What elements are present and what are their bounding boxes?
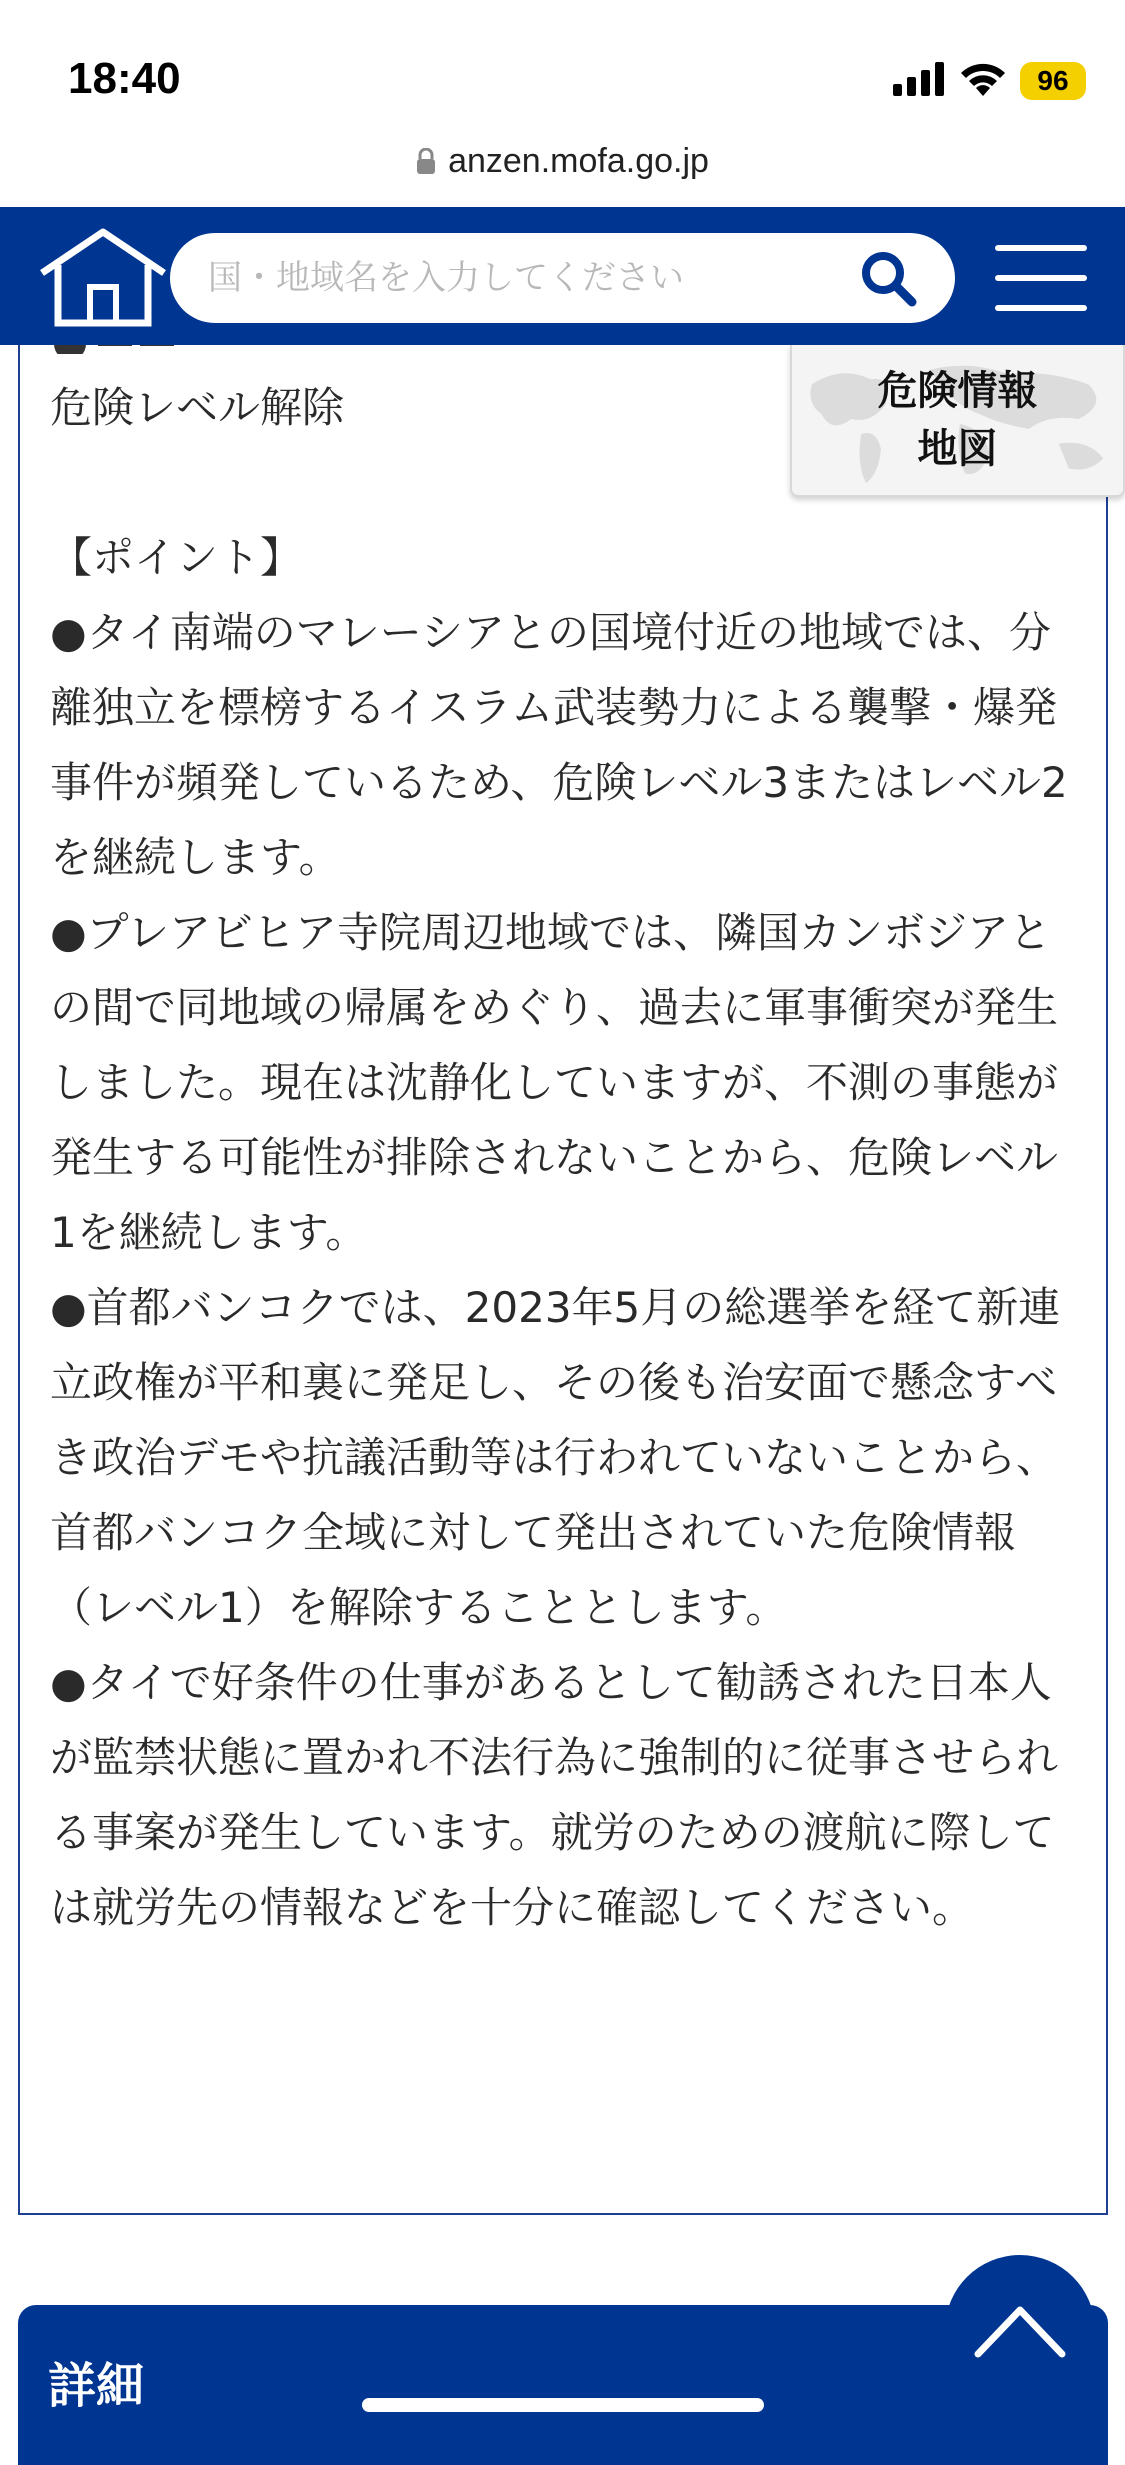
article-body: [50, 370, 1080, 1945]
chevron-up-icon: [972, 2300, 1068, 2360]
status-bar: [0, 0, 1125, 130]
danger-map-label: 危険情報 地図: [877, 368, 1038, 472]
status-time: 18:40: [68, 54, 181, 103]
back-to-top-button[interactable]: [945, 2255, 1095, 2405]
level-lead-text: 危険レベル解除: [50, 383, 345, 432]
menu-icon[interactable]: [995, 245, 1087, 311]
wifi-icon: [960, 60, 1006, 96]
search-icon[interactable]: [859, 249, 917, 307]
battery-indicator: 96: [1020, 62, 1086, 100]
point-item: ●プレアビヒア寺院周辺地域では、隣国カンボジアとの間で同地域の帰属をめぐり、過去に軍事衝突が発生しました。現在は沈静化していますが、不測の事態が発生する可能性が排除されないことから、危険レベル1を継続します。: [50, 908, 1059, 1257]
signal-icon: [893, 62, 945, 96]
site-header: [0, 207, 1125, 345]
lock-icon: [416, 148, 436, 174]
point-item: ●首都バンコクでは、2023年5月の総選挙を経て新連立政権が平和裏に発足し、その後も治安面で懸念すべき政治デモや抗議活動等は行われていないことから、首都バンコク全域に対して発出されていた危険情報（レベル1）を解除することとします。: [50, 1283, 1061, 1632]
home-icon[interactable]: [36, 227, 170, 327]
points-heading: 【ポイント】: [50, 533, 303, 582]
search-box[interactable]: [170, 233, 955, 323]
address-bar[interactable]: [0, 136, 1125, 186]
search-input[interactable]: [208, 258, 859, 298]
details-title: 詳細: [48, 2358, 145, 2414]
point-item: ●タイ南端のマレーシアとの国境付近の地域では、分離独立を標榜するイスラム武装勢力による襲撃・爆発事件が頻発しているため、危険レベル3またはレベル2を継続します。: [50, 608, 1068, 882]
danger-map-button[interactable]: [790, 345, 1125, 497]
home-indicator: [362, 2398, 764, 2412]
url-text: anzen.mofa.go.jp: [448, 141, 709, 180]
point-item: ●タイで好条件の仕事があるとして勧誘された日本人が監禁状態に置かれ不法行為に強制的に従事させられる事案が発生しています。就労のための渡航に際しては就労先の情報などを十分に確認してください。: [50, 1658, 1059, 1932]
